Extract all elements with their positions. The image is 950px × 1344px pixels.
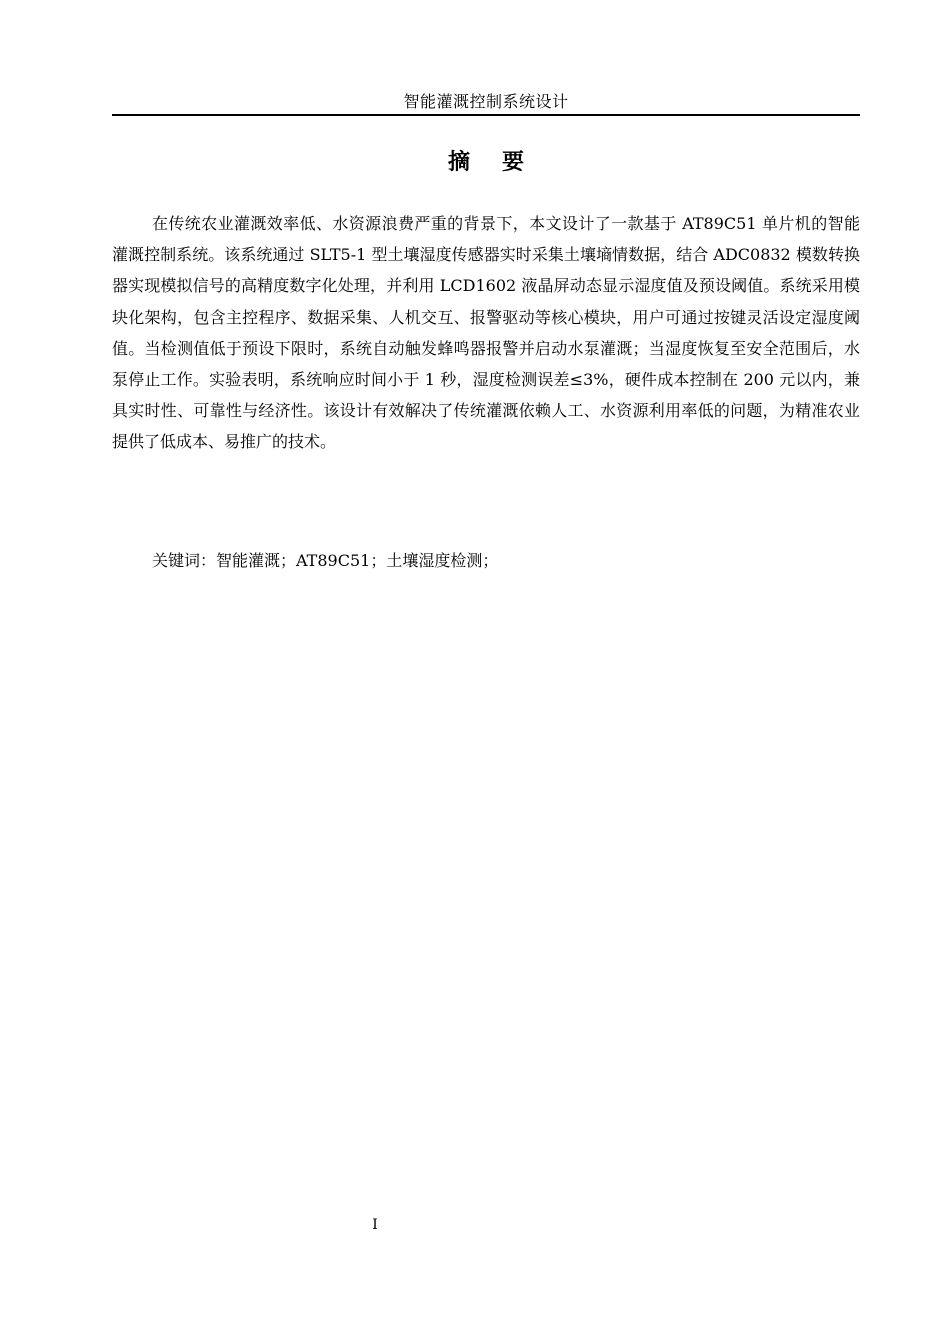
abstract-title-char-2: 要 [502, 150, 525, 175]
abstract-title-char-1: 摘 [447, 150, 470, 175]
keywords: 关键词：智能灌溉；AT89C51；土壤湿度检测； [152, 551, 499, 570]
abstract-body: 在传统农业灌溉效率低、水资源浪费严重的背景下，本文设计了一款基于 AT89C51 单片机的智能灌溉控制系统。该系统通过 SLT5-1 型土壤湿度传感器实时采集土壤墒情数据，结合 ADC0832 模数转换器实现模拟信号的高精度数字化处理，并利用 LCD1602 液晶屏动态显示湿度值及预设阈值。系统采用模块化架构，包含主控程序、数据采集、人机交互、报警驱动等核心模块，用户可通过按键灵活设定湿度阈值。当检测值低于预设下限时，系统自动触发蜂鸣器报警并启动水泵灌溉；当湿度恢复至安全范围后，水泵停止工作。实验表明，系统响应时间小于 1 秒，湿度检测误差≤3%，硬件成本控制在 200 元以内，兼具实时性、可靠性与经济性。该设计有效解决了传统灌溉依赖人工、水资源利用率低的问题，为精准农业提供了低成本、易推广的技术。 [112, 214, 860, 452]
running-header: 智能灌溉控制系统设计 [403, 92, 569, 111]
page-number: I [372, 1217, 378, 1233]
header-rule [112, 114, 860, 116]
abstract-title [112, 146, 860, 180]
